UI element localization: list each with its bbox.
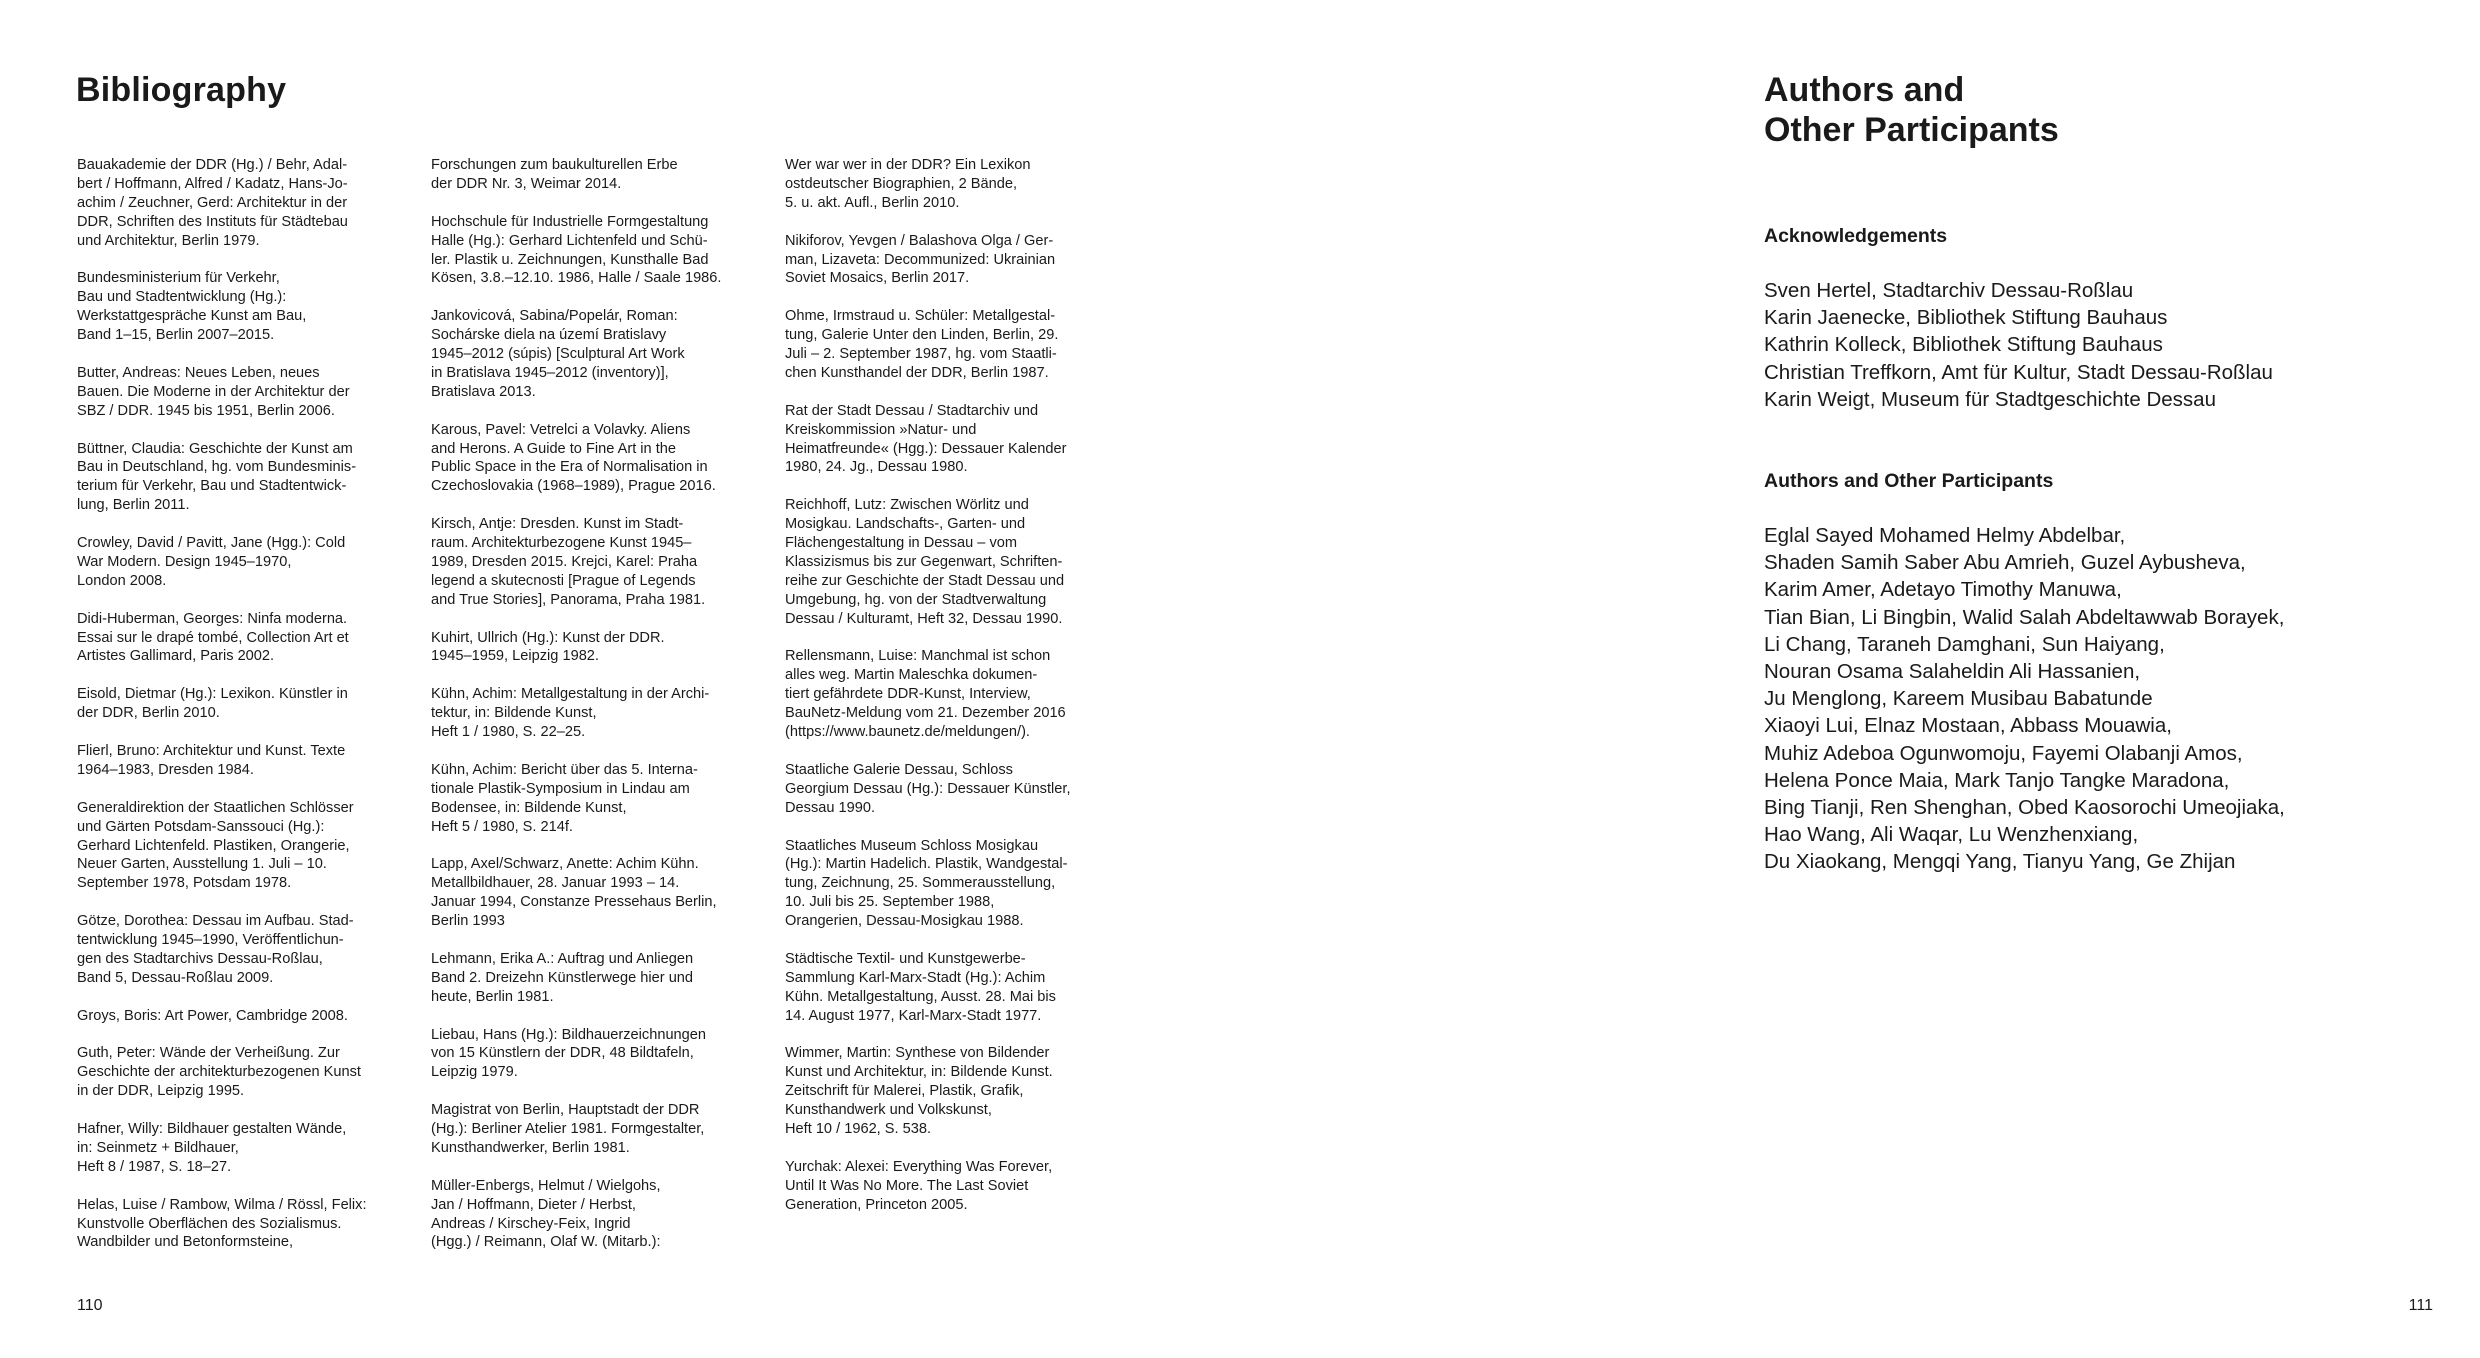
title-line-2: Other Participants xyxy=(1764,111,2059,149)
participant-line: Hao Wang, Ali Waqar, Lu Wenzhenxiang, xyxy=(1764,823,2139,847)
bibliography-entry: Butter, Andreas: Neues Leben, neues Bauen. Die Moderne in der Architektur der SBZ / DDR. 1945 bis 1951, Berlin 2006. xyxy=(77,364,350,419)
bibliography-column-1 xyxy=(77,156,407,1271)
bibliography-entry: Hochschule für Industrielle Formgestaltung Halle (Hg.): Gerhard Lichtenfeld und Schü- ler. Plastik u. Zeichnungen, Kunsthalle Bad Kösen, 3.8.–12.10. 1986, Halle / Saale 1986. xyxy=(431,213,722,287)
bibliography-entry: Bundesministerium für Verkehr, Bau und Stadtentwicklung (Hg.): Werkstattgespräche Kunst am Bau, Band 1–15, Berlin 2007–2015. xyxy=(77,270,307,344)
page-title-bibliography: Bibliography xyxy=(76,71,287,109)
bibliography-entry: Lehmann, Erika A.: Auftrag und Anliegen Band 2. Dreizehn Künstlerwege hier und heute, Berlin 1981. xyxy=(431,950,694,1005)
bibliography-entry: Ohme, Irmstraud u. Schüler: Metallgestal- tung, Galerie Unter den Linden, Berlin, 29. Juli – 2. September 1987, hg. vom Staatli- chen Kunsthandel der DDR, Berlin 1987. xyxy=(785,308,1059,381)
bibliography-entry: Crowley, David / Pavitt, Jane (Hgg.): Cold War Modern. Design 1945–1970, London 2008. xyxy=(77,535,346,589)
participant-line: Du Xiaokang, Mengqi Yang, Tianyu Yang, Ge Zhijan xyxy=(1764,850,2236,874)
bibliography-entry: Forschungen zum baukulturellen Erbe der DDR Nr. 3, Weimar 2014. xyxy=(431,157,678,192)
page-number-left: 110 xyxy=(77,1297,103,1314)
bibliography-entry: Magistrat von Berlin, Hauptstadt der DDR (Hg.): Berliner Atelier 1981. Formgestalter, Kunsthandwerker, Berlin 1981. xyxy=(431,1102,705,1156)
bibliography-entry: Karous, Pavel: Vetrelci a Volavky. Aliens and Herons. A Guide to Fine Art in the Public Space in the Era of Normalisation in Czechoslovakia (1968–1989), Prague 2016. xyxy=(431,421,716,495)
bibliography-entry: Yurchak: Alexei: Everything Was Forever, Until It Was No More. The Last Soviet Generation, Princeton 2005. xyxy=(785,1158,1053,1213)
participant-line: Tian Bian, Li Bingbin, Walid Salah Abdeltawwab Borayek, xyxy=(1764,605,2285,629)
bibliography-entry: Müller-Enbergs, Helmut / Wielgohs, Jan / Hoffmann, Dieter / Herbst, Andreas / Kirschey-Feix, Ingrid (Hgg.) / Reimann, Olaf W. (Mitarb.): xyxy=(431,1177,661,1251)
bibliography-entry: Flierl, Bruno: Architektur und Kunst. Texte 1964–1983, Dresden 1984. xyxy=(77,742,346,778)
page-title-authors xyxy=(1764,70,2364,150)
participant-line: Shaden Samih Saber Abu Amrieh, Guzel Aybusheva, xyxy=(1764,551,2246,575)
participant-line: Xiaoyi Lui, Elnaz Mostaan, Abbass Mouawia, xyxy=(1764,714,2172,738)
participant-line: Bing Tianji, Ren Shenghan, Obed Kaosorochi Umeojiaka, xyxy=(1764,796,2285,820)
bibliography-entry: Wimmer, Martin: Synthese von Bildender Kunst und Architektur, in: Bildende Kunst. Zeitschrift für Malerei, Plastik, Grafik, Kunsthandwerk und Volkskunst, Heft 10 / 1962, S. 538. xyxy=(785,1045,1053,1138)
bibliography-entry: Götze, Dorothea: Dessau im Aufbau. Stad- tentwicklung 1945–1990, Veröffentlichun- gen des Stadtarchivs Dessau-Roßlau, Band 5, Dessau-Roßlau 2009. xyxy=(77,913,354,986)
participants-heading: Authors and Other Participants xyxy=(1764,470,2054,492)
page-number-right: 111 xyxy=(2408,1297,2433,1314)
participant-line: Nouran Osama Salaheldin Ali Hassanien, xyxy=(1764,660,2141,684)
bibliography-entry: Jankovicová, Sabina/Popelár, Roman: Sochárske diela na území Bratislavy 1945–2012 (súpis) [Sculptural Art Work in Bratislava 1945–2012 (inventory)], Bratislava 2013. xyxy=(431,308,685,400)
participants-list xyxy=(1764,522,2444,876)
bibliography-entry: Büttner, Claudia: Geschichte der Kunst am Bau in Deutschland, hg. vom Bundesminis- terium für Verkehr, Bau und Stadtentwick- lung, Berlin 2011. xyxy=(77,440,357,514)
bibliography-entry: Kuhirt, Ullrich (Hg.): Kunst der DDR. 1945–1959, Leipzig 1982. xyxy=(431,629,665,665)
bibliography-entry: Staatliche Galerie Dessau, Schloss Georgium Dessau (Hg.): Dessauer Künstler, Dessau 1990. xyxy=(785,761,1071,816)
bibliography-entry: Bauakademie der DDR (Hg.) / Behr, Adal- bert / Hoffmann, Alfred / Kadatz, Hans-Jo- achim / Zeuchner, Gerd: Architektur in der DDR, Schriften des Instituts für Städtebau und Architektur, Berlin 1979. xyxy=(77,157,348,249)
acknowledgement-item: Sven Hertel, Stadtarchiv Dessau-Roßlau xyxy=(1764,279,2134,302)
acknowledgements-heading: Acknowledgements xyxy=(1764,225,1948,247)
bibliography-column-3 xyxy=(785,156,1115,1233)
bibliography-entry: Nikiforov, Yevgen / Balashova Olga / Ger- man, Lizaveta: Decommunized: Ukrainian Soviet Mosaics, Berlin 2017. xyxy=(785,232,1056,287)
bibliography-entry: Didi-Huberman, Georges: Ninfa moderna. Essai sur le drapé tombé, Collection Art et Artistes Gallimard, Paris 2002. xyxy=(77,610,349,665)
participant-line: Li Chang, Taraneh Damghani, Sun Haiyang, xyxy=(1764,632,2165,656)
bibliography-entry: Kühn, Achim: Bericht über das 5. Interna- tionale Plastik-Symposium in Lindau am Bodensee, in: Bildende Kunst, Heft 5 / 1980, S. 214f. xyxy=(431,761,698,835)
bibliography-entry: Rellensmann, Luise: Manchmal ist schon alles weg. Martin Maleschka dokumen- tiert gefährdete DDR-Kunst, Interview, BauNetz-Meldung vom 21. Dezember 2016 (https://www.baunetz.de/meldungen/). xyxy=(785,648,1066,741)
bibliography-entry: Kühn, Achim: Metallgestaltung in der Archi- tektur, in: Bildende Kunst, Heft 1 / 1980, S. 22–25. xyxy=(431,686,710,741)
bibliography-entry: Generaldirektion der Staatlichen Schlösser und Gärten Potsdam-Sanssouci (Hg.): Gerhard Lichtenfeld. Plastiken, Orangerie, Neuer Garten, Ausstellung 1. Juli – 10. September 1978, Potsdam 1978. xyxy=(77,799,354,892)
bibliography-column-2 xyxy=(431,156,761,1271)
acknowledgement-item: Christian Treffkorn, Amt für Kultur, Stadt Dessau-Roßlau xyxy=(1764,360,2273,384)
bibliography-entry: Staatliches Museum Schloss Mosigkau (Hg.): Martin Hadelich. Plastik, Wandgestal- tung, Zeichnung, 25. Sommerausstellung, 10. Juli bis 25. September 1988, Orangerien, Dessau-Mosigkau 1988. xyxy=(785,837,1068,930)
bibliography-entry: Rat der Stadt Dessau / Stadtarchiv und Kreiskommission »Natur- und Heimatfreunde« (Hgg.): Dessauer Kalender 1980, 24. Jg., Dessau 1980. xyxy=(785,402,1067,476)
bibliography-entry: Kirsch, Antje: Dresden. Kunst im Stadt- raum. Architekturbezogene Kunst 1945– 1989, Dresden 2015. Krejci, Karel: Praha legend a skutecnosti [Prague of Legends and True Stories], Panorama, Praha 1981. xyxy=(431,516,706,608)
bibliography-entry: Groys, Boris: Art Power, Cambridge 2008. xyxy=(77,1007,348,1024)
participant-line: Karim Amer, Adetayo Timothy Manuwa, xyxy=(1764,578,2122,602)
bibliography-entry: Guth, Peter: Wände der Verheißung. Zur Geschichte der architekturbezogenen Kunst in der DDR, Leipzig 1995. xyxy=(77,1045,361,1100)
acknowledgement-item: Karin Jaenecke, Bibliothek Stiftung Bauhaus xyxy=(1764,306,2168,330)
acknowledgement-item: Kathrin Kolleck, Bibliothek Stiftung Bauhaus xyxy=(1764,333,2163,357)
participant-line: Helena Ponce Maia, Mark Tanjo Tangke Maradona, xyxy=(1764,768,2230,792)
participant-line: Muhiz Adeboa Ogunwomoju, Fayemi Olabanji Amos, xyxy=(1764,741,2243,765)
bibliography-entry: Reichhoff, Lutz: Zwischen Wörlitz und Mosigkau. Landschafts-, Garten- und Flächengestaltung in Dessau – vom Klassizismus bis zur Gegenwart, Schriften- reihe zur Geschichte der Stadt Dessau und Umgebung, hg. von der Stadtverwaltung Dessau / Kulturamt, Heft 32, Dessau 1990. xyxy=(785,497,1065,627)
bibliography-entry: Helas, Luise / Rambow, Wilma / Rössl, Felix: Kunstvolle Oberflächen des Sozialismus. Wandbilder und Betonformsteine, xyxy=(77,1196,367,1251)
bibliography-entry: Lapp, Axel/Schwarz, Anette: Achim Kühn. Metallbildhauer, 28. Januar 1993 – 14. Januar 1994, Constanze Pressehaus Berlin, Berlin 1993 xyxy=(431,856,717,930)
bibliography-entry: Eisold, Dietmar (Hg.): Lexikon. Künstler in der DDR, Berlin 2010. xyxy=(77,686,348,722)
participant-line: Ju Menglong, Kareem Musibau Babatunde xyxy=(1764,687,2153,711)
bibliography-entry: Städtische Textil- und Kunstgewerbe- Sammlung Karl-Marx-Stadt (Hg.): Achim Kühn. Metallgestaltung, Ausst. 28. Mai bis 14. August 1977, Karl-Marx-Stadt 1977. xyxy=(785,950,1056,1024)
participant-line: Eglal Sayed Mohamed Helmy Abdelbar, xyxy=(1764,524,2126,547)
acknowledgements-list xyxy=(1764,277,2444,413)
bibliography-entry: Liebau, Hans (Hg.): Bildhauerzeichnungen von 15 Künstlern der DDR, 48 Bildtafeln, Leipzig 1979. xyxy=(431,1026,707,1081)
bibliography-entry: Hafner, Willy: Bildhauer gestalten Wände, in: Seinmetz + Bildhauer, Heft 8 / 1987, S. 18–27. xyxy=(77,1121,347,1175)
acknowledgement-item: Karin Weigt, Museum für Stadtgeschichte Dessau xyxy=(1764,387,2216,411)
title-line-1: Authors and xyxy=(1764,71,1965,109)
bibliography-entry: Wer war wer in der DDR? Ein Lexikon ostdeutscher Biographien, 2 Bände, 5. u. akt. Aufl., Berlin 2010. xyxy=(785,157,1031,211)
